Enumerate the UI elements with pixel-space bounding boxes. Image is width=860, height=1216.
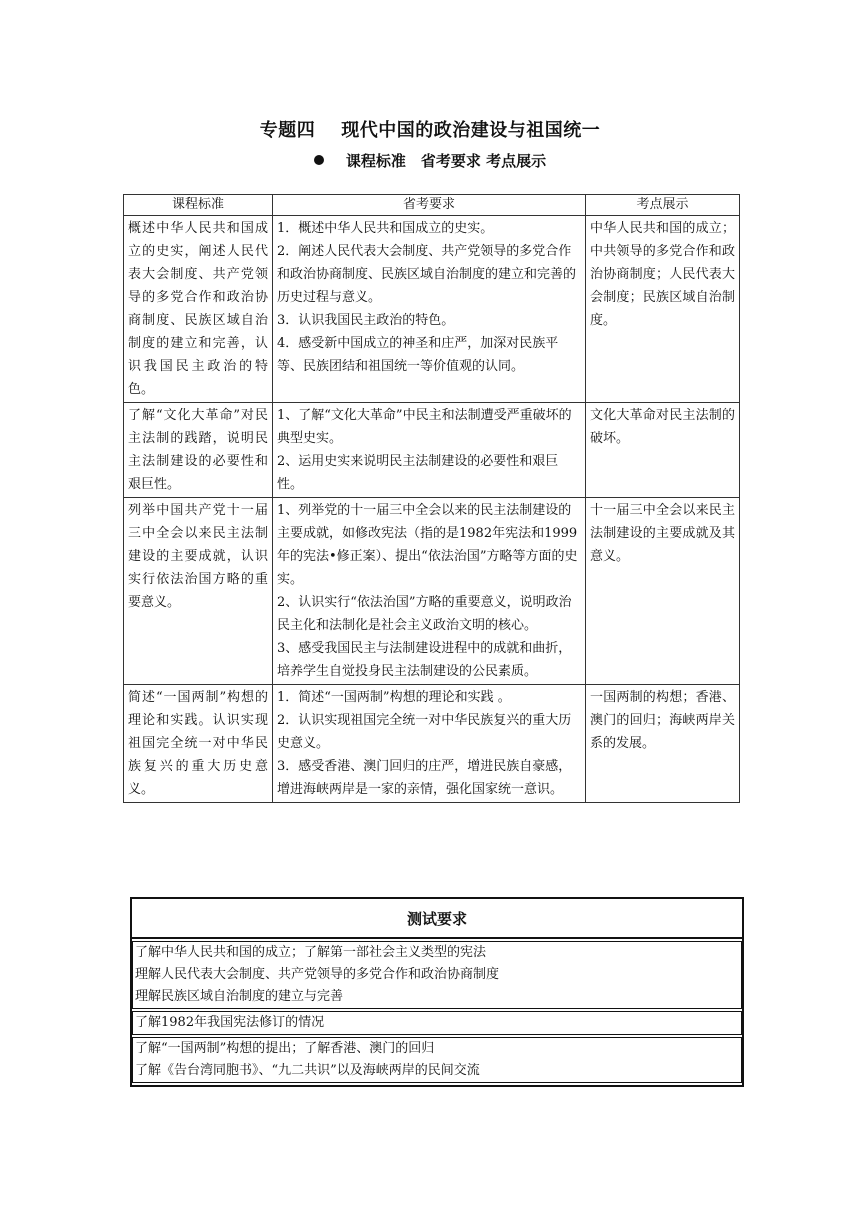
test-line: 了解1982年我国宪法修订的情况 xyxy=(135,1015,325,1030)
standard-cell: 了解“文化大革命”对民主法制的践踏，说明民主法制建设的必要性和艰巨性。 xyxy=(124,403,273,498)
requirement-item: 4．感受新中国成立的神圣和庄严，加深对民族平等、民族团结和祖国统一等价值观的认同。 xyxy=(277,336,559,374)
requirement-item: 2．认识实现祖国完全统一对中华民族复兴的重大历史意义。 xyxy=(277,713,572,751)
bullet-icon xyxy=(314,155,324,165)
header-points: 考点展示 xyxy=(586,195,740,216)
requirements-cell xyxy=(273,403,586,498)
test-group-cell xyxy=(132,1011,742,1035)
standard-cell: 简述“一国两制”构想的理论和实践。认识实现祖国完全统一对中华民族复兴的重大历史意义。 xyxy=(124,685,273,803)
test-requirements-title: 测试要求 xyxy=(132,901,742,939)
requirement-item: 1、了解“文化大革命”中民主和法制遭受严重破坏的典型史实。 xyxy=(277,408,572,446)
requirement-item: 3、感受我国民主与法制建设进程中的成就和曲折，培养学生自觉投身民主法制建设的公民素质。 xyxy=(277,641,572,679)
test-group xyxy=(132,1037,742,1083)
requirement-item: 2．阐述人民代表大会制度、共产党领导的多党合作和政治协商制度、民族区域自治制度的建立和完善的历史过程与意义。 xyxy=(277,244,577,305)
requirement-item: 1．简述“一国两制”构想的理论和实践 。 xyxy=(277,690,511,705)
test-requirements-table xyxy=(130,897,744,1087)
requirement-item: 2、认识实行“依法治国”方略的重要意义，说明政治民主化和法制化是社会主义政治文明的核心。 xyxy=(277,595,572,633)
subtitle-text: 课程标准 省考要求 考点展示 xyxy=(345,152,547,170)
test-group-cell xyxy=(132,941,742,1009)
standard-cell: 列举中国共产党十一届三中全会以来民主法制建设的主要成就，认识实行依法治国方略的重要意义。 xyxy=(124,498,273,685)
points-cell: 中华人民共和国的成立；中共领导的多党合作和政治协商制度；人民代表大会制度；民族区域自治制度。 xyxy=(586,216,740,403)
table-row xyxy=(124,403,740,498)
points-cell: 一国两制的构想；香港、澳门的回归；海峡两岸关系的发展。 xyxy=(586,685,740,803)
test-group-cell xyxy=(132,1037,742,1083)
title-part2: 现代中国的政治建设与祖国统一 xyxy=(341,120,601,141)
standard-cell: 概述中华人民共和国成立的史实，阐述人民代表大会制度、共产党领导的多党合作和政治协商制度、民族区域自治制度的建立和完善，认识我国民主政治的特色。 xyxy=(124,216,273,403)
header-requirements: 省考要求 xyxy=(273,195,586,216)
requirements-cell xyxy=(273,685,586,803)
test-line: 了解《告台湾同胞书》、“九二共识”以及海峡两岸的民间交流 xyxy=(135,1063,480,1078)
table-row xyxy=(124,498,740,685)
test-line: 了解中华人民共和国的成立；了解第一部社会主义类型的宪法 xyxy=(135,945,487,960)
points-cell: 文化大革命对民主法制的破坏。 xyxy=(586,403,740,498)
requirement-item: 3．感受香港、澳门回归的庄严，增进民族自豪感，增进海峡两岸是一家的亲情，强化国家统一意识。 xyxy=(277,759,572,797)
requirement-item: 3．认识我国民主政治的特色。 xyxy=(277,313,455,328)
test-line: 了解“一国两制”构想的提出；了解香港、澳门的回归 xyxy=(135,1041,435,1056)
requirement-item: 1．概述中华人民共和国成立的史实。 xyxy=(277,221,494,236)
test-group xyxy=(132,941,742,1009)
requirements-cell xyxy=(273,498,586,685)
requirement-item: 2、运用史实来说明民主法制建设的必要性和艰巨性。 xyxy=(277,454,559,492)
table-row xyxy=(124,685,740,803)
requirement-item: 1、列举党的十一届三中全会以来的民主法制建设的主要成就，如修改宪法（指的是1982年宪法和1999年的宪法•修正案）、提出“依法治国”方略等方面的史实。 xyxy=(277,503,578,587)
header-standard: 课程标准 xyxy=(124,195,273,216)
curriculum-table xyxy=(123,194,740,803)
title-part1: 专题四 xyxy=(259,120,316,141)
points-cell: 十一届三中全会以来民主法制建设的主要成就及其意义。 xyxy=(586,498,740,685)
table-header-row xyxy=(124,195,740,216)
table-row xyxy=(124,216,740,403)
test-line: 理解人民代表大会制度、共产党领导的多党合作和政治协商制度 xyxy=(135,967,500,982)
test-group xyxy=(132,1011,742,1035)
test-line: 理解民族区域自治制度的建立与完善 xyxy=(135,989,344,1004)
requirements-cell xyxy=(273,216,586,403)
page-title xyxy=(0,116,860,142)
section-subtitle xyxy=(0,150,860,171)
